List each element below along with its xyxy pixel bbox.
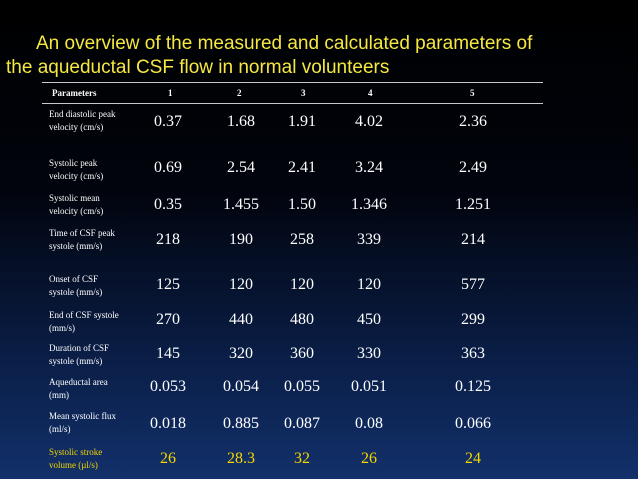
cell-col-5: 24 xyxy=(465,450,481,467)
row-label xyxy=(49,376,145,402)
cell-col-4: 1.346 xyxy=(351,196,387,213)
header-parameters: Parameters xyxy=(52,88,97,98)
cell-col-3: 1.91 xyxy=(288,113,316,130)
cell-col-2: 0.885 xyxy=(223,415,259,432)
cell-col-4: 26 xyxy=(361,450,377,467)
table-row xyxy=(0,410,638,440)
cell-col-5: 0.066 xyxy=(455,415,491,432)
table-row xyxy=(0,342,638,372)
cell-col-3: 1.50 xyxy=(288,196,316,213)
cell-col-2: 320 xyxy=(229,345,253,362)
cell-col-4: 339 xyxy=(357,231,381,248)
header-col-2: 2 xyxy=(237,88,242,98)
cell-col-3: 2.41 xyxy=(288,159,316,176)
row-label xyxy=(49,192,145,218)
cell-col-5: 299 xyxy=(461,311,485,328)
cell-col-1: 0.37 xyxy=(154,113,182,130)
row-label xyxy=(49,309,145,335)
row-label-line: Systolic stroke xyxy=(49,447,103,457)
table-top-rule xyxy=(42,82,543,83)
cell-col-3: 0.087 xyxy=(284,415,320,432)
row-label-line: Onset of CSF xyxy=(49,274,99,284)
cell-col-1: 0.35 xyxy=(154,196,182,213)
slide-title xyxy=(0,32,638,80)
cell-col-4: 450 xyxy=(357,311,381,328)
cell-col-2: 120 xyxy=(229,276,253,293)
cell-col-3: 480 xyxy=(290,311,314,328)
slide-title-line-1: An overview of the measured and calculated parameters of xyxy=(36,33,533,54)
cell-col-4: 330 xyxy=(357,345,381,362)
cell-col-5: 363 xyxy=(461,345,485,362)
cell-col-2: 2.54 xyxy=(227,159,255,176)
cell-col-3: 360 xyxy=(290,345,314,362)
cell-col-5: 214 xyxy=(461,231,485,248)
row-label-line: (ml/s) xyxy=(49,424,71,434)
row-label-line: systole (mm/s) xyxy=(49,356,103,366)
table-row xyxy=(0,273,638,303)
cell-col-2: 440 xyxy=(229,311,253,328)
row-label-line: Systolic mean xyxy=(49,193,100,203)
cell-col-3: 0.055 xyxy=(284,378,320,395)
cell-col-5: 577 xyxy=(461,276,485,293)
cell-col-5: 2.36 xyxy=(459,113,487,130)
row-label-line: volume (µl/s) xyxy=(49,460,98,470)
row-label-line: (mm/s) xyxy=(49,323,75,333)
header-col-5: 5 xyxy=(470,88,475,98)
row-label-line: Mean systolic flux xyxy=(49,411,116,421)
cell-col-5: 0.125 xyxy=(455,378,491,395)
row-label-line: velocity (cm/s) xyxy=(49,206,104,216)
row-label xyxy=(49,342,145,368)
row-label-line: Time of CSF peak xyxy=(49,228,115,238)
cell-col-2: 1.68 xyxy=(227,113,255,130)
cell-col-3: 120 xyxy=(290,276,314,293)
cell-col-1: 0.69 xyxy=(154,159,182,176)
slide-title-line-2: the aqueductal CSF flow in normal volunteers xyxy=(6,57,390,78)
table-row xyxy=(0,108,638,138)
cell-col-1: 125 xyxy=(156,276,180,293)
row-label-line: velocity (cm/s) xyxy=(49,122,104,132)
row-label xyxy=(49,157,145,183)
row-label-line: Duration of CSF xyxy=(49,343,110,353)
cell-col-3: 258 xyxy=(290,231,314,248)
cell-col-4: 0.08 xyxy=(355,415,383,432)
header-col-4: 4 xyxy=(368,88,373,98)
cell-col-2: 28.3 xyxy=(227,450,255,467)
table-row xyxy=(0,376,638,406)
table-row xyxy=(0,227,638,257)
row-label-line: Aqueductal area xyxy=(49,377,108,387)
cell-col-1: 270 xyxy=(156,311,180,328)
table-row-highlighted xyxy=(0,446,638,476)
row-label xyxy=(49,273,145,299)
row-label xyxy=(49,227,145,253)
row-label-line: Systolic peak xyxy=(49,158,98,168)
row-label xyxy=(49,108,145,134)
row-label-line: (mm) xyxy=(49,390,69,400)
table-row xyxy=(0,309,638,339)
row-label xyxy=(49,410,145,436)
cell-col-5: 1.251 xyxy=(455,196,491,213)
row-label-line: End diastolic peak xyxy=(49,109,116,119)
row-label-line: systole (mm/s) xyxy=(49,287,103,297)
cell-col-2: 1.455 xyxy=(223,196,259,213)
cell-col-1: 0.018 xyxy=(150,415,186,432)
header-col-3: 3 xyxy=(301,88,306,98)
cell-col-4: 3.24 xyxy=(355,159,383,176)
cell-col-2: 0.054 xyxy=(223,378,259,395)
cell-col-1: 145 xyxy=(156,345,180,362)
row-label-line: End of CSF systole xyxy=(49,310,119,320)
cell-col-4: 120 xyxy=(357,276,381,293)
cell-col-4: 4.02 xyxy=(355,113,383,130)
row-label-line: systole (mm/s) xyxy=(49,241,103,251)
cell-col-5: 2.49 xyxy=(459,159,487,176)
table-row xyxy=(0,157,638,187)
cell-col-3: 32 xyxy=(294,450,310,467)
cell-col-4: 0.051 xyxy=(351,378,387,395)
cell-col-1: 218 xyxy=(156,231,180,248)
table-row xyxy=(0,192,638,222)
cell-col-1: 26 xyxy=(160,450,176,467)
row-label xyxy=(49,446,145,472)
row-label-line: velocity (cm/s) xyxy=(49,171,104,181)
cell-col-2: 190 xyxy=(229,231,253,248)
cell-col-1: 0.053 xyxy=(150,378,186,395)
header-col-1: 1 xyxy=(168,88,173,98)
table-header-rule xyxy=(42,103,543,104)
